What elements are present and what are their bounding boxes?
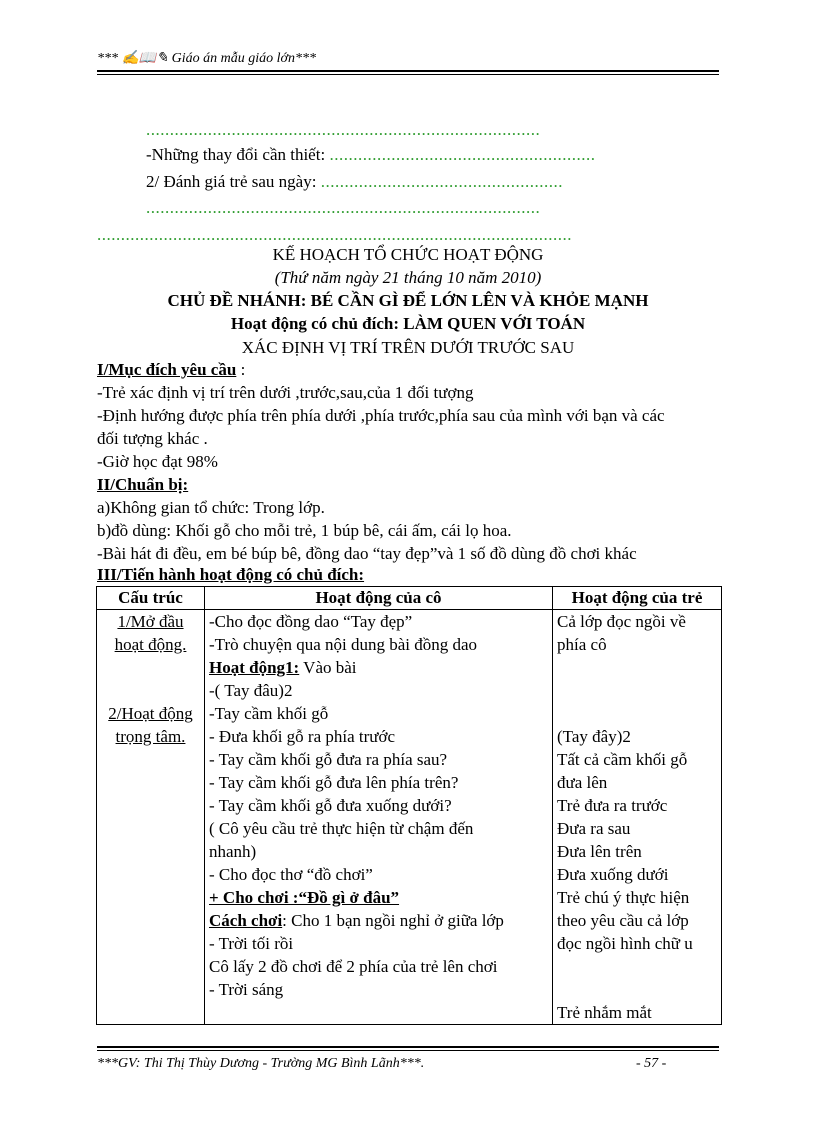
topic-heading: CHỦ ĐỀ NHÁNH: BÉ CẦN GÌ ĐỂ LỚN LÊN VÀ KHỎE MẠNH bbox=[167, 291, 649, 310]
child-line: Trẻ đưa ra trước bbox=[557, 796, 668, 815]
teacher-line: - Đưa khối gỗ ra phía trước bbox=[209, 727, 396, 746]
evaluation-label: 2/ Đánh giá trẻ sau ngày: bbox=[146, 172, 317, 191]
dotted-line: ................................................................................... bbox=[146, 120, 541, 139]
objective-line: đối tượng khác . bbox=[97, 429, 208, 448]
teacher-line: - Trời sáng bbox=[209, 980, 284, 999]
child-line: phía cô bbox=[557, 635, 607, 654]
objective-line: -Trẻ xác định vị trí trên dưới ,trước,sau,của 1 đối tượng bbox=[97, 383, 474, 402]
child-activity-cell bbox=[553, 610, 722, 1025]
footer-rule-thin bbox=[97, 1050, 719, 1051]
activity-1-label: Hoạt động1: bbox=[209, 658, 300, 677]
activity-heading: Hoạt động có chủ đích: LÀM QUEN VỚI TOÁN bbox=[230, 314, 586, 333]
activity-1-text: Vào bài bbox=[299, 658, 357, 677]
dotted-line: ................................................................................... bbox=[146, 198, 541, 217]
header-rule-thin bbox=[97, 74, 719, 75]
section-2-title: II/Chuẩn bị: bbox=[97, 475, 189, 494]
section-3-title: III/Tiến hành hoạt động có chủ đích: bbox=[97, 565, 365, 584]
table-row bbox=[97, 610, 722, 1025]
child-line: Trẻ chú ý thực hiện bbox=[557, 888, 690, 907]
how-to-play-text: : Cho 1 bạn ngồi nghỉ ở giữa lớp bbox=[282, 911, 504, 930]
page-number: - 57 - bbox=[636, 1056, 667, 1071]
preparation-line: b)đồ dùng: Khối gỗ cho mỗi trẻ, 1 búp bê, cái ấm, cái lọ hoa. bbox=[97, 521, 512, 540]
teacher-line: -Tay cầm khối gỗ bbox=[209, 704, 329, 723]
evaluation-dots: ................................................... bbox=[320, 172, 563, 191]
activity-table bbox=[96, 586, 722, 1025]
teacher-line bbox=[209, 909, 548, 932]
structure-line: trọng tâm. bbox=[115, 727, 186, 746]
child-line: Cả lớp đọc ngồi về bbox=[557, 612, 686, 631]
structure-cell bbox=[97, 610, 205, 1025]
header-child-activity: Hoạt động của trẻ bbox=[553, 587, 722, 610]
header-title: *** ✍📖✎ Giáo án mẫu giáo lớn*** bbox=[97, 51, 316, 66]
child-line: Trẻ nhắm mắt bbox=[557, 1003, 652, 1022]
preparation-line: -Bài hát đi đều, em bé búp bê, đồng dao “tay đẹp”và 1 số đồ dùng đồ chơi khác bbox=[97, 544, 637, 563]
teacher-line: - Cho đọc thơ “đồ chơi” bbox=[209, 865, 373, 884]
footer-rule bbox=[97, 1046, 719, 1048]
subject-heading: XÁC ĐỊNH VỊ TRÍ TRÊN DƯỚI TRƯỚC SAU bbox=[241, 338, 575, 357]
child-line: Tất cả cầm khối gỗ bbox=[557, 750, 688, 769]
teacher-line: -Trò chuyện qua nội dung bài đồng dao bbox=[209, 635, 478, 654]
teacher-line: - Tay cầm khối gỗ đưa xuống dưới? bbox=[209, 796, 452, 815]
section-1-heading bbox=[97, 360, 245, 380]
teacher-line: - Tay cầm khối gỗ đưa lên phía trên? bbox=[209, 773, 459, 792]
objective-line: -Định hướng được phía trên phía dưới ,phía trước,phía sau của mình với bạn và các bbox=[97, 406, 665, 425]
changes-dots: ........................................................ bbox=[329, 145, 596, 164]
plan-date: (Thứ năm ngày 21 tháng 10 năm 2010) bbox=[274, 268, 542, 287]
teacher-line: - Trời tối rồi bbox=[209, 934, 294, 953]
child-line: Đưa lên trên bbox=[557, 842, 642, 861]
child-line: (Tay đây)2 bbox=[557, 727, 631, 746]
footer-author: ***GV: Thi Thị Thùy Dương - Trường MG Bình Lãnh***. bbox=[97, 1056, 425, 1071]
section-1-title: I/Mục đích yêu cầu bbox=[97, 360, 237, 379]
section-1-colon: : bbox=[236, 360, 246, 379]
evaluation-row bbox=[146, 172, 563, 192]
header-structure: Cấu trúc bbox=[97, 587, 205, 610]
teacher-line bbox=[209, 656, 548, 679]
structure-line: hoạt động. bbox=[114, 635, 187, 654]
child-line: theo yêu cầu cả lớp bbox=[557, 911, 689, 930]
table-header-row bbox=[97, 587, 722, 610]
teacher-activity-cell bbox=[205, 610, 553, 1025]
how-to-play-label: Cách chơi bbox=[209, 911, 283, 930]
plan-title: KẾ HOẠCH TỔ CHỨC HOẠT ĐỘNG bbox=[272, 245, 544, 264]
game-title: + Cho chơi :“Đồ gì ở đâu” bbox=[209, 888, 400, 907]
teacher-line: nhanh) bbox=[209, 842, 257, 861]
structure-line: 1/Mở đầu bbox=[117, 612, 184, 631]
preparation-line: a)Không gian tổ chức: Trong lớp. bbox=[97, 498, 325, 517]
child-line: đọc ngồi hình chữ u bbox=[557, 934, 693, 953]
teacher-line: Cô lấy 2 đồ chơi để 2 phía của trẻ lên chơi bbox=[209, 957, 498, 976]
child-line: Đưa xuống dưới bbox=[557, 865, 669, 884]
changes-label: -Những thay đổi cần thiết: bbox=[146, 145, 326, 164]
teacher-line: -( Tay đâu)2 bbox=[209, 681, 293, 700]
teacher-line: - Tay cầm khối gỗ đưa ra phía sau? bbox=[209, 750, 448, 769]
teacher-line: -Cho đọc đồng dao “Tay đẹp” bbox=[209, 612, 413, 631]
dotted-line: .................................................................................................... bbox=[97, 225, 572, 244]
teacher-line: ( Cô yêu cầu trẻ thực hiện từ chậm đến bbox=[209, 819, 474, 838]
structure-line: 2/Hoạt động bbox=[108, 704, 193, 723]
objective-line: -Giờ học đạt 98% bbox=[97, 452, 218, 471]
child-line: đưa lên bbox=[557, 773, 608, 792]
header-rule bbox=[97, 70, 719, 72]
header-teacher-activity: Hoạt động của cô bbox=[205, 587, 553, 610]
changes-row bbox=[146, 145, 595, 165]
child-line: Đưa ra sau bbox=[557, 819, 631, 838]
